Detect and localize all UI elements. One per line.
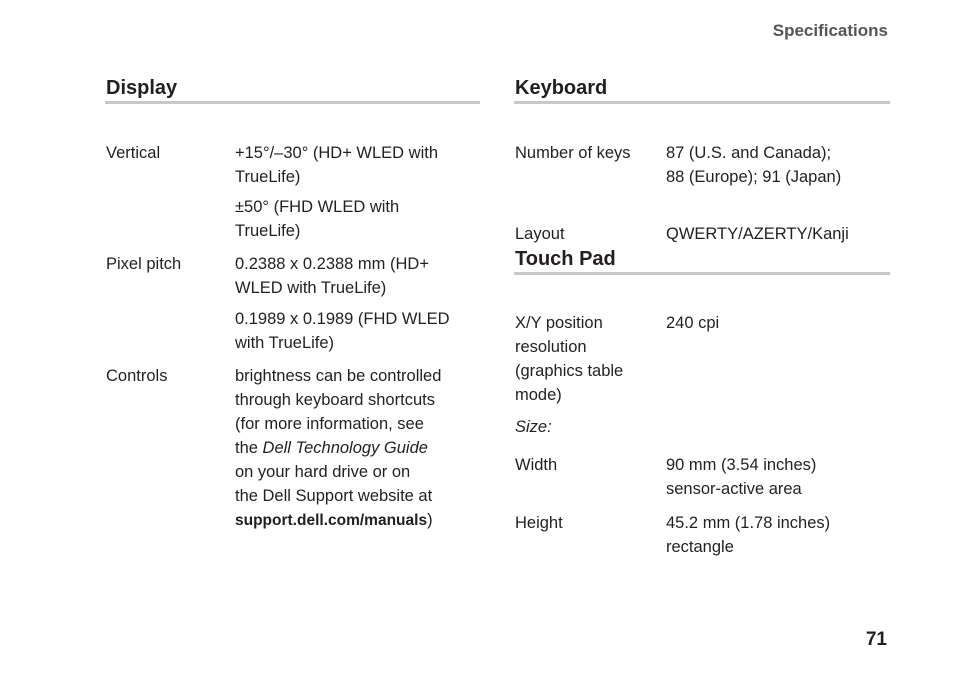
keys-line-1: 87 (U.S. and Canada); [666, 144, 832, 162]
controls-line-4 [235, 436, 428, 460]
width-line-2: sensor-active area [666, 480, 802, 498]
xy-label-line-1: X/Y position [515, 314, 603, 332]
height-line-1: 45.2 mm (1.78 inches) [666, 514, 831, 532]
pixel-hd-line-2: WLED with TrueLife) [235, 279, 387, 297]
keys-line-2: 88 (Europe); 91 (Japan) [666, 168, 842, 186]
support-url: support.dell.com/manuals [235, 512, 428, 529]
controls-line-4-prefix: the [235, 439, 263, 457]
keyboard-title: Keyboard [514, 75, 890, 104]
keyboard-section [514, 75, 890, 243]
height-line-2: rectangle [666, 538, 734, 556]
keys-label: Number of keys [515, 144, 631, 162]
page-number: 71 [865, 629, 887, 650]
display-section [105, 75, 480, 529]
guide-title: Dell Technology Guide [262, 439, 428, 457]
controls-line-3: (for more information, see [235, 415, 424, 433]
vertical-label: Vertical [106, 144, 161, 162]
vertical-hd-line-1: +15°/–30° (HD+ WLED with [235, 144, 439, 162]
xy-label-line-2: resolution [515, 338, 587, 356]
height-label: Height [515, 514, 563, 532]
width-label: Width [515, 456, 558, 474]
xy-label-line-3: (graphics table [515, 362, 624, 380]
pixel-fhd-line-2: with TrueLife) [235, 334, 335, 352]
controls-line-7-suffix: ) [427, 511, 433, 529]
touchpad-title: Touch Pad [514, 246, 890, 275]
vertical-fhd-line-2: TrueLife) [235, 222, 301, 240]
controls-line-1: brightness can be controlled [235, 367, 442, 385]
controls-line-6: the Dell Support website at [235, 487, 433, 505]
vertical-hd-line-2: TrueLife) [235, 168, 301, 186]
vertical-fhd-line-1: ±50° (FHD WLED with [235, 198, 400, 216]
display-title: Display [105, 75, 480, 104]
layout-value: QWERTY/AZERTY/Kanji [666, 225, 849, 243]
touchpad-section [514, 246, 890, 556]
controls-label: Controls [106, 367, 168, 385]
size-label: Size: [515, 418, 552, 436]
pixel-fhd-line-1: 0.1989 x 0.1989 (FHD WLED [235, 310, 450, 328]
controls-line-7 [235, 508, 433, 533]
controls-line-2: through keyboard shortcuts [235, 391, 435, 409]
width-line-1: 90 mm (3.54 inches) [666, 456, 817, 474]
xy-value: 240 cpi [666, 314, 720, 332]
pixel-pitch-label: Pixel pitch [106, 255, 182, 273]
xy-label-line-4: mode) [515, 386, 562, 404]
controls-line-5: on your hard drive or on [235, 463, 411, 481]
layout-label: Layout [515, 225, 565, 243]
running-head: Specifications [772, 21, 888, 40]
pixel-hd-line-1: 0.2388 x 0.2388 mm (HD+ [235, 255, 429, 273]
